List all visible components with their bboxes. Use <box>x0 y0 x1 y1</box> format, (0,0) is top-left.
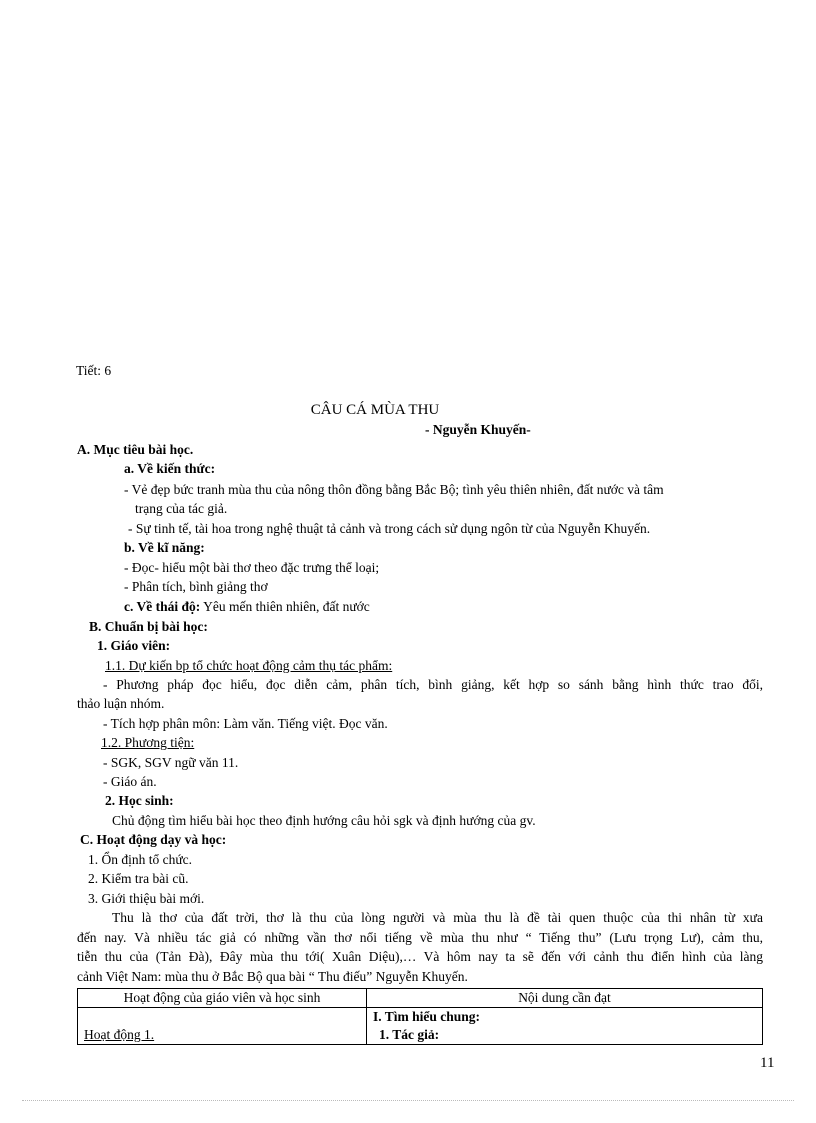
content-heading: I. Tìm hiểu chung: <box>373 1009 481 1024</box>
attitude-heading: c. Về thái độ: <box>124 599 201 614</box>
student-heading: 2. Học sinh: <box>105 793 174 808</box>
table-header-cell: Nội dung cần đạt <box>367 989 763 1008</box>
table-row <box>78 1008 763 1045</box>
page-title: CÂU CÁ MÙA THU <box>310 402 440 418</box>
teacher-heading: 1. Giáo viên: <box>97 638 171 653</box>
table-cell <box>78 1008 367 1045</box>
table-cell <box>367 1008 763 1045</box>
table-header-row <box>78 989 763 1008</box>
knowledge-item-1: - Vẻ đẹp bức tranh mùa thu của nông thôn đồng bằng Bắc Bộ; tình yêu thiên nhiên, đất nước và tâm <box>124 482 664 497</box>
skill-item-1: - Đọc- hiểu một bài thơ theo đặc trưng thể loại; <box>124 560 380 575</box>
page-number: 11 <box>760 1055 775 1071</box>
table-header-cell: Hoạt động của giáo viên và học sinh <box>78 989 367 1008</box>
activity-label: Hoạt động 1. <box>84 1027 155 1042</box>
content-subheading: 1. Tác giả: <box>379 1027 440 1042</box>
section-b-heading: B. Chuẩn bị bài học: <box>89 619 208 634</box>
lesson-number: Tiết: 6 <box>76 363 112 378</box>
intro-line-4: cảnh Việt Nam: mùa thu ở Bắc Bộ qua bài “ Thu điếu” Nguyễn Khuyến. <box>77 969 468 984</box>
attitude-line <box>124 598 370 616</box>
plan-heading: 1.1. Dự kiến bp tổ chức hoạt động cảm thụ tác phẩm: <box>105 658 393 673</box>
lesson-plan-table <box>77 988 763 1045</box>
method-item-2: - Tích hợp phân môn: Làm văn. Tiếng việt. Đọc văn. <box>103 716 388 731</box>
knowledge-item-2: - Sự tinh tế, tài hoa trong nghệ thuật tả cảnh và trong cách sử dụng ngôn từ của Nguyễn Khuyến. <box>128 521 651 536</box>
knowledge-heading: a. Về kiến thức: <box>124 461 216 476</box>
skill-item-2: - Phân tích, bình giảng thơ <box>124 579 268 594</box>
means-item-1: - SGK, SGV ngữ văn 11. <box>103 755 239 770</box>
author-line: - Nguyễn Khuyến- <box>425 422 531 437</box>
means-item-2: - Giáo án. <box>103 774 157 789</box>
student-text: Chủ động tìm hiểu bài học theo định hướng câu hỏi sgk và định hướng của gv. <box>112 813 536 828</box>
step-item-3: 3. Giới thiệu bài mới. <box>88 891 205 906</box>
method-item-1-cont: thảo luận nhóm. <box>77 696 165 711</box>
page-bottom-divider <box>22 1100 794 1101</box>
section-a-heading: A. Mục tiêu bài học. <box>77 442 194 457</box>
intro-line-1: Thu là thơ của đất trời, thơ là thu của lòng người và mùa thu là đề tài quen thuộc của thi nhân từ xưa <box>112 910 763 925</box>
section-c-heading: C. Hoạt động dạy và học: <box>80 832 227 847</box>
step-item-2: 2. Kiểm tra bài cũ. <box>88 871 189 886</box>
attitude-text: Yêu mến thiên nhiên, đất nước <box>200 599 370 614</box>
intro-line-3: tiễn thu của (Tản Đà), Đây mùa thu tới( Xuân Diệu),… Và hôm nay ta sẽ đến với cảnh thu điển hình của làng <box>77 949 763 964</box>
step-item-1: 1. Ổn định tổ chức. <box>88 852 193 867</box>
skills-heading: b. Về kĩ năng: <box>124 540 205 555</box>
knowledge-item-1-cont: trạng của tác giả. <box>135 501 228 516</box>
intro-line-2: đến nay. Và nhiều tác giả có những vần thơ nổi tiếng về mùa thu như “ Tiếng thu” (Lưu trọng Lư), cảm thu, <box>77 930 763 945</box>
means-heading: 1.2. Phương tiện: <box>101 735 195 750</box>
method-item-1: - Phương pháp đọc hiểu, đọc diễn cảm, phân tích, bình giảng, kết hợp so sánh bằng hình thức trao đổi, <box>103 677 763 692</box>
